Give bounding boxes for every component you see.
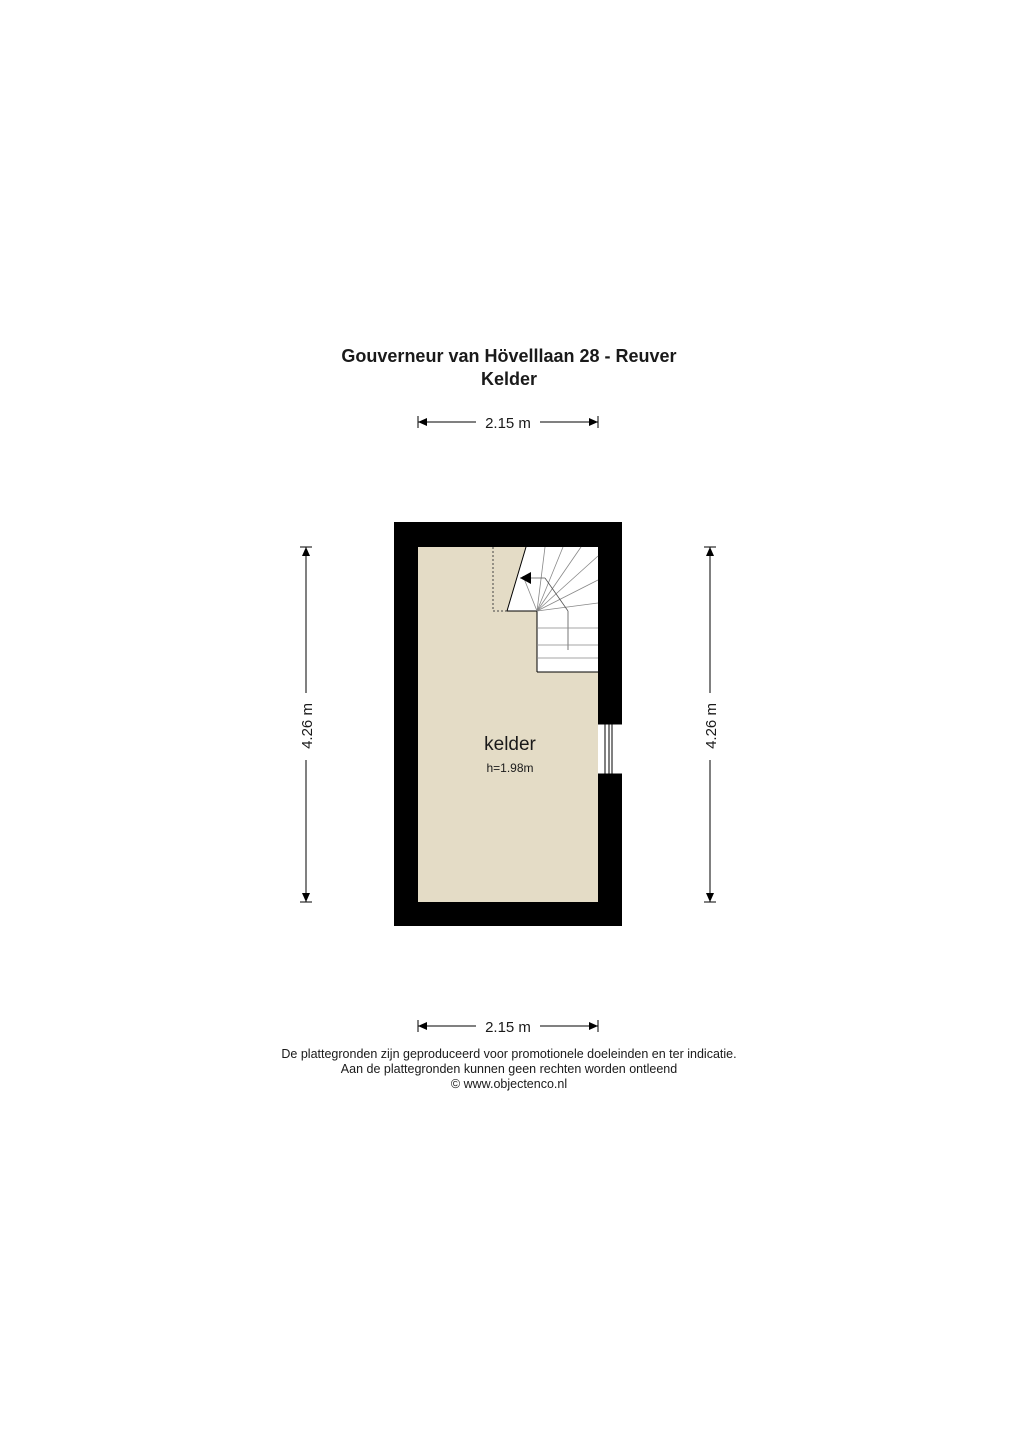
arrow-up-icon xyxy=(302,547,310,556)
disclaimer-line-2: Aan de plattegronden kunnen geen rechten worden ontleend xyxy=(340,1062,678,1076)
room-height-label: h=1.98m xyxy=(486,761,534,775)
arrow-right-icon xyxy=(589,418,598,426)
arrow-right-icon xyxy=(589,1022,598,1030)
top-dimension-label: 2.15 m xyxy=(485,415,531,432)
bottom-dimension xyxy=(418,1019,598,1036)
arrow-left-icon xyxy=(418,418,427,426)
arrow-down-icon xyxy=(706,893,714,902)
arrow-down-icon xyxy=(302,893,310,902)
left-dimension-label: 4.26 m xyxy=(299,703,316,749)
top-dimension xyxy=(418,415,598,432)
arrow-up-icon xyxy=(706,547,714,556)
left-dimension xyxy=(299,547,316,902)
right-dimension xyxy=(703,547,720,902)
right-dimension-label: 4.26 m xyxy=(703,703,720,749)
window xyxy=(598,724,622,774)
bottom-dimension-label: 2.15 m xyxy=(485,1019,531,1036)
plan-floor-title: Kelder xyxy=(480,369,538,389)
arrow-left-icon xyxy=(418,1022,427,1030)
room-name-label: kelder xyxy=(484,734,536,755)
disclaimer-line-1: De plattegronden zijn geproduceerd voor promotionele doeleinden en ter indicatie. xyxy=(281,1047,737,1061)
copyright-line: © www.objectenco.nl xyxy=(450,1077,568,1091)
plan-address-title: Gouverneur van Hövelllaan 28 - Reuver xyxy=(341,346,677,366)
